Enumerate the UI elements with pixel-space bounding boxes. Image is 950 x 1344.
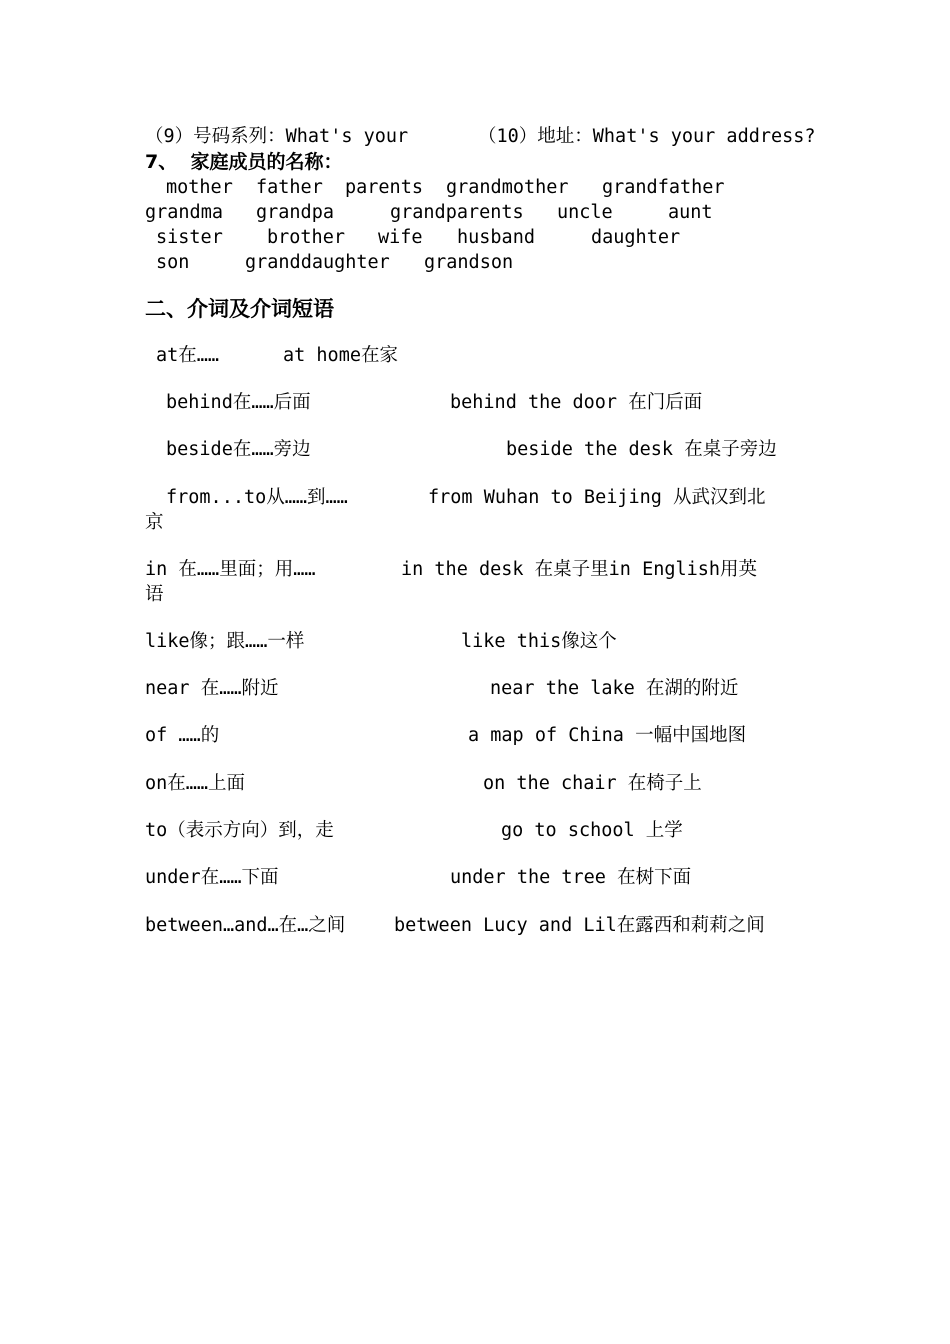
preposition-phrase: on the chair 在椅子上 <box>483 773 702 794</box>
list-item: grandfather <box>602 177 725 198</box>
preposition-phrase-continued: 京 <box>145 512 164 533</box>
preposition-phrase: at home在家 <box>283 345 398 366</box>
list-item: daughter <box>591 227 681 248</box>
preposition-phrase: a map of China 一幅中国地图 <box>468 725 747 746</box>
list-item: granddaughter <box>245 252 390 273</box>
preposition-phrase: near the lake 在湖的附近 <box>490 678 739 699</box>
preposition-phrase-continued: 语 <box>145 584 164 605</box>
preposition-phrase: from Wuhan to Beijing 从武汉到北 <box>428 487 766 508</box>
list-item: father <box>256 177 323 198</box>
list-item: grandparents <box>390 202 524 223</box>
list-item: uncle <box>557 202 613 223</box>
preposition-word: between…and…在…之间 <box>145 915 346 936</box>
list-item: grandson <box>424 252 514 273</box>
preposition-phrase: beside the desk 在桌子旁边 <box>506 439 777 460</box>
preposition-phrase: go to school 上学 <box>501 820 683 841</box>
preposition-word: at在…… <box>156 345 220 366</box>
preposition-word: like像；跟……一样 <box>145 631 305 652</box>
preposition-phrase: under the tree 在树下面 <box>450 867 692 888</box>
address-series-text: （10）地址：What's your address? <box>478 126 816 147</box>
preposition-phrase: in the desk 在桌子里in English用英 <box>401 559 758 580</box>
preposition-word: near 在……附近 <box>145 678 279 699</box>
list-item: son <box>156 252 190 273</box>
list-item: grandmother <box>446 177 569 198</box>
family-members-heading: 7、 家庭成员的名称： <box>145 151 343 173</box>
list-item: parents <box>345 177 423 198</box>
preposition-word: in 在……里面；用…… <box>145 559 316 580</box>
list-item: aunt <box>668 202 713 223</box>
preposition-word: on在……上面 <box>145 773 246 794</box>
preposition-word: behind在……后面 <box>166 392 311 413</box>
list-item: grandpa <box>256 202 334 223</box>
preposition-word: from...to从……到…… <box>166 487 348 508</box>
list-item: mother <box>166 177 233 198</box>
preposition-word: beside在……旁边 <box>166 439 311 460</box>
list-item: grandma <box>145 202 223 223</box>
preposition-word: of ……的 <box>145 725 220 746</box>
list-item: husband <box>457 227 535 248</box>
preposition-word: to（表示方向）到，走 <box>145 820 334 841</box>
list-item: brother <box>267 227 345 248</box>
preposition-phrase: between Lucy and Lil在露西和莉莉之间 <box>394 915 765 936</box>
preposition-phrase: like this像这个 <box>461 631 617 652</box>
list-item: wife <box>378 227 423 248</box>
preposition-word: under在……下面 <box>145 867 279 888</box>
list-item: sister <box>156 227 223 248</box>
phone-number-series-text: （9）号码系列：What's your <box>145 126 409 147</box>
prepositions-heading: 二、介词及介词短语 <box>145 297 334 321</box>
preposition-phrase: behind the door 在门后面 <box>450 392 703 413</box>
